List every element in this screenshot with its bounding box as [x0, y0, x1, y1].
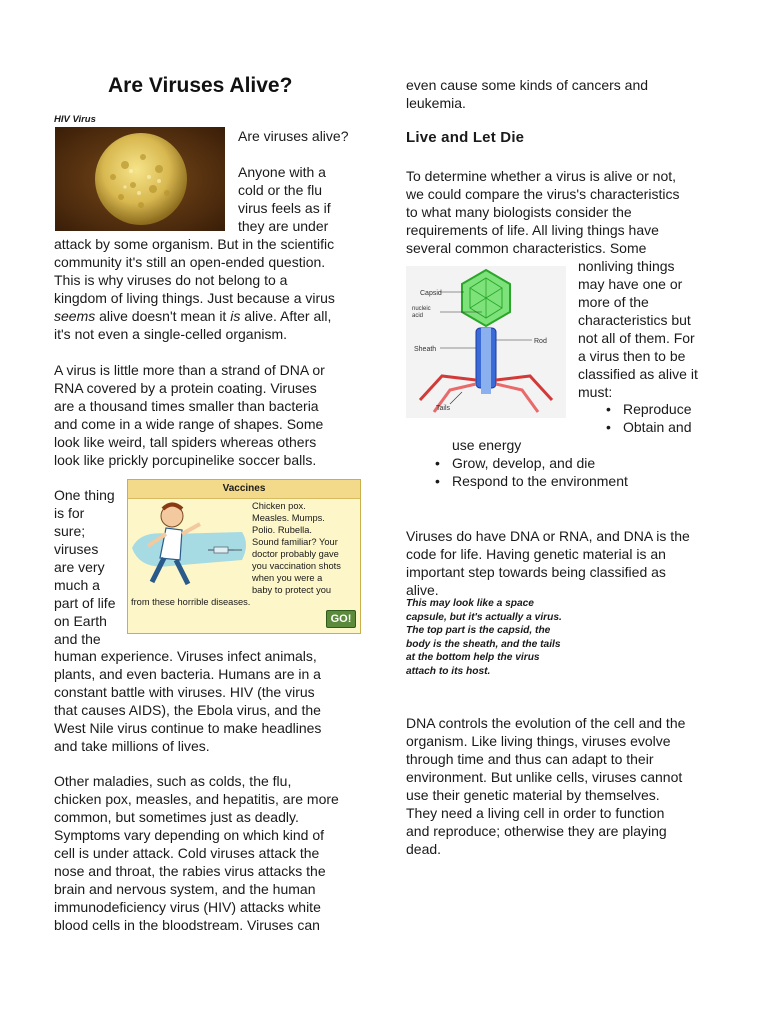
hiv-image-caption: HIV Virus	[54, 114, 96, 125]
text-line: use their genetic material by themselves.	[406, 787, 660, 803]
text-line: sure;	[54, 523, 86, 539]
intro-float-text	[238, 163, 362, 235]
text-line: look like weird, tall spiders whereas others	[54, 434, 317, 450]
text-line: Viruses do have DNA or RNA, and DNA is the	[406, 528, 690, 544]
text-line: nose and throat, the rabies virus attacks the	[54, 863, 326, 879]
text-line: immunodeficiency virus (HIV) attacks white	[54, 899, 321, 915]
text-line: kingdom of living things. Just because a virus	[54, 290, 335, 306]
right-float-text	[578, 257, 718, 401]
text-line: it's not even a single-celled organism.	[54, 326, 288, 342]
section-heading: Live and Let Die	[406, 129, 525, 146]
text-line: and the	[54, 631, 101, 647]
list-item-continuation: use energy	[452, 437, 522, 453]
hiv-virus-image	[55, 127, 225, 231]
list-item: • Respond to the environment	[452, 472, 722, 490]
text-line	[54, 307, 362, 325]
text-line: alive.	[406, 582, 439, 598]
intro-line: cold or the flu	[238, 182, 323, 198]
text-line: viruses	[54, 541, 99, 557]
text-line: To determine whether a virus is alive or not,	[406, 168, 677, 184]
text-line: cell is under attack. Cold viruses attack the	[54, 845, 320, 861]
text-line: chicken pox, measles, and hepatitis, are more	[54, 791, 339, 807]
text-line: blood cells in the bloodstream. Viruses can	[54, 917, 320, 933]
paragraph-2	[54, 361, 362, 469]
label-nucleic: nucleic	[412, 306, 431, 312]
paragraph-3	[54, 647, 362, 755]
text-span: alive doesn't mean it	[95, 308, 231, 324]
label-rod: Rod	[534, 338, 547, 345]
text-line: Chicken pox.	[252, 501, 306, 511]
right-top-text	[406, 76, 718, 112]
text-line: West Nile virus continue to make headlines	[54, 720, 322, 736]
vaccines-tail-text: from these horrible diseases.	[131, 597, 251, 607]
text-line: several common characteristics. Some	[406, 240, 647, 256]
text-line: you vaccination shots	[252, 561, 341, 571]
intro-line: virus feels as if	[238, 200, 331, 216]
label-acid: acid	[412, 313, 424, 319]
text-line: Measles. Mumps.	[252, 513, 325, 523]
paragraph-3-float	[54, 486, 124, 648]
text-line: They need a living cell in order to function	[406, 805, 665, 821]
intro-line: they are under	[238, 218, 329, 234]
text-line: must:	[578, 384, 613, 400]
text-line: A virus is little more than a strand of DNA or	[54, 362, 325, 378]
text-line: organism. Like living things, viruses evolve	[406, 733, 671, 749]
running-boy-illustration	[130, 500, 252, 596]
list-item: • Reproduce	[623, 400, 723, 418]
text-line: and come in a wide range of shapes. Some	[54, 416, 324, 432]
bacteriophage-diagram	[406, 266, 566, 418]
text-line: RNA covered by a protein coating. Viruses	[54, 380, 317, 396]
text-line: and take millions of lives.	[54, 738, 210, 754]
text-line: classified as alive it	[578, 366, 698, 382]
text-line: on Earth	[54, 613, 107, 629]
text-span: alive. After all,	[240, 308, 332, 324]
paragraph-1	[54, 235, 362, 343]
intro-line: Anyone with a	[238, 164, 326, 180]
label-sheath: Sheath	[414, 346, 437, 353]
text-line: community it's still an open-ended question.	[54, 254, 326, 270]
text-line: much a	[54, 577, 100, 593]
text-line: and reproduce; otherwise they are playing	[406, 823, 667, 839]
text-line: not all of them. For	[578, 330, 695, 346]
text-line: more of the	[578, 294, 649, 310]
text-line: Other maladies, such as colds, the flu,	[54, 773, 292, 789]
right-paragraph-2	[406, 527, 718, 599]
caption-line: capsule, but it's actually a virus.	[406, 611, 562, 623]
right-paragraph-3	[406, 714, 718, 858]
text-line: One thing	[54, 487, 115, 503]
text-line: attack by some organism. But in the scientific	[54, 236, 335, 252]
go-button[interactable]: GO!	[326, 610, 356, 628]
caption-line: at the bottom help the virus	[406, 652, 540, 663]
text-line: dead.	[406, 841, 442, 857]
text-line: nonliving things	[578, 258, 675, 274]
list-item: • Grow, develop, and die	[452, 454, 722, 472]
text-line: baby to protect you	[252, 585, 332, 595]
text-line: through time and thus can adapt to their	[406, 751, 654, 767]
caption-line: body is the sheath, and the tails	[406, 638, 561, 650]
text-line: part of life	[54, 595, 116, 611]
text-line: a virus then to be	[578, 348, 686, 364]
right-paragraph-1	[406, 167, 718, 257]
paragraph-4	[54, 772, 362, 934]
text-line: plants, and even bacteria. Humans are in a	[54, 666, 321, 682]
text-line: human experience. Viruses infect animals,	[54, 648, 317, 664]
page-title: Are Viruses Alive?	[108, 74, 293, 97]
text-line: even cause some kinds of cancers and	[406, 77, 649, 93]
text-line: look like prickly porcupinelike soccer balls.	[54, 452, 317, 468]
text-line: This is why viruses do not belong to a	[54, 272, 288, 288]
text-line: that causes AIDS), the Ebola virus, and the	[54, 702, 321, 718]
label-capsid: Capsid	[420, 290, 442, 297]
text-line: Symptoms vary depending on which kind of	[54, 827, 325, 843]
vaccines-panel	[127, 479, 361, 634]
vaccines-text	[252, 500, 360, 596]
text-line: is for	[54, 505, 85, 521]
text-line: code for life. Having genetic material is an	[406, 546, 666, 562]
text-line: constant battle with viruses. HIV (the virus	[54, 684, 315, 700]
intro-question: Are viruses alive?	[238, 128, 349, 144]
text-line: are a thousand times smaller than bacteria	[54, 398, 319, 414]
text-line: leukemia.	[406, 95, 466, 111]
requirements-list	[452, 454, 722, 490]
text-line: Sound familiar? Your	[252, 537, 338, 547]
text-line: to what many biologists consider the	[406, 204, 632, 220]
text-line: we could compare the virus's characteristics	[406, 186, 680, 202]
text-line: brain and nervous system, and the human	[54, 881, 316, 897]
label-tails: Tails	[436, 405, 451, 412]
requirements-list-float	[623, 400, 723, 436]
text-line: important step towards being classified as	[406, 564, 666, 580]
text-line: characteristics but	[578, 312, 691, 328]
text-line: are very	[54, 559, 105, 575]
text-line: doctor probably gave	[252, 549, 339, 559]
text-line: when you were a	[252, 573, 323, 583]
vaccines-heading: Vaccines	[128, 480, 360, 499]
caption-line: The top part is the capsid, the	[406, 625, 551, 636]
text-line: may have one or	[578, 276, 683, 292]
emphasis-seems: seems	[54, 308, 96, 324]
text-line: Polio. Rubella.	[252, 525, 312, 535]
text-line: requirements of life. All living things have	[406, 222, 659, 238]
text-line: common, but sometimes just as deadly.	[54, 809, 299, 825]
caption-line: This may look like a space	[406, 598, 534, 609]
text-line: environment. But unlike cells, viruses cannot	[406, 769, 683, 785]
caption-line: attach to its host.	[406, 665, 491, 677]
text-line: DNA controls the evolution of the cell and the	[406, 715, 686, 731]
emphasis-is: is	[230, 308, 241, 324]
list-item: • Obtain and	[623, 418, 723, 436]
phage-caption	[406, 597, 596, 678]
